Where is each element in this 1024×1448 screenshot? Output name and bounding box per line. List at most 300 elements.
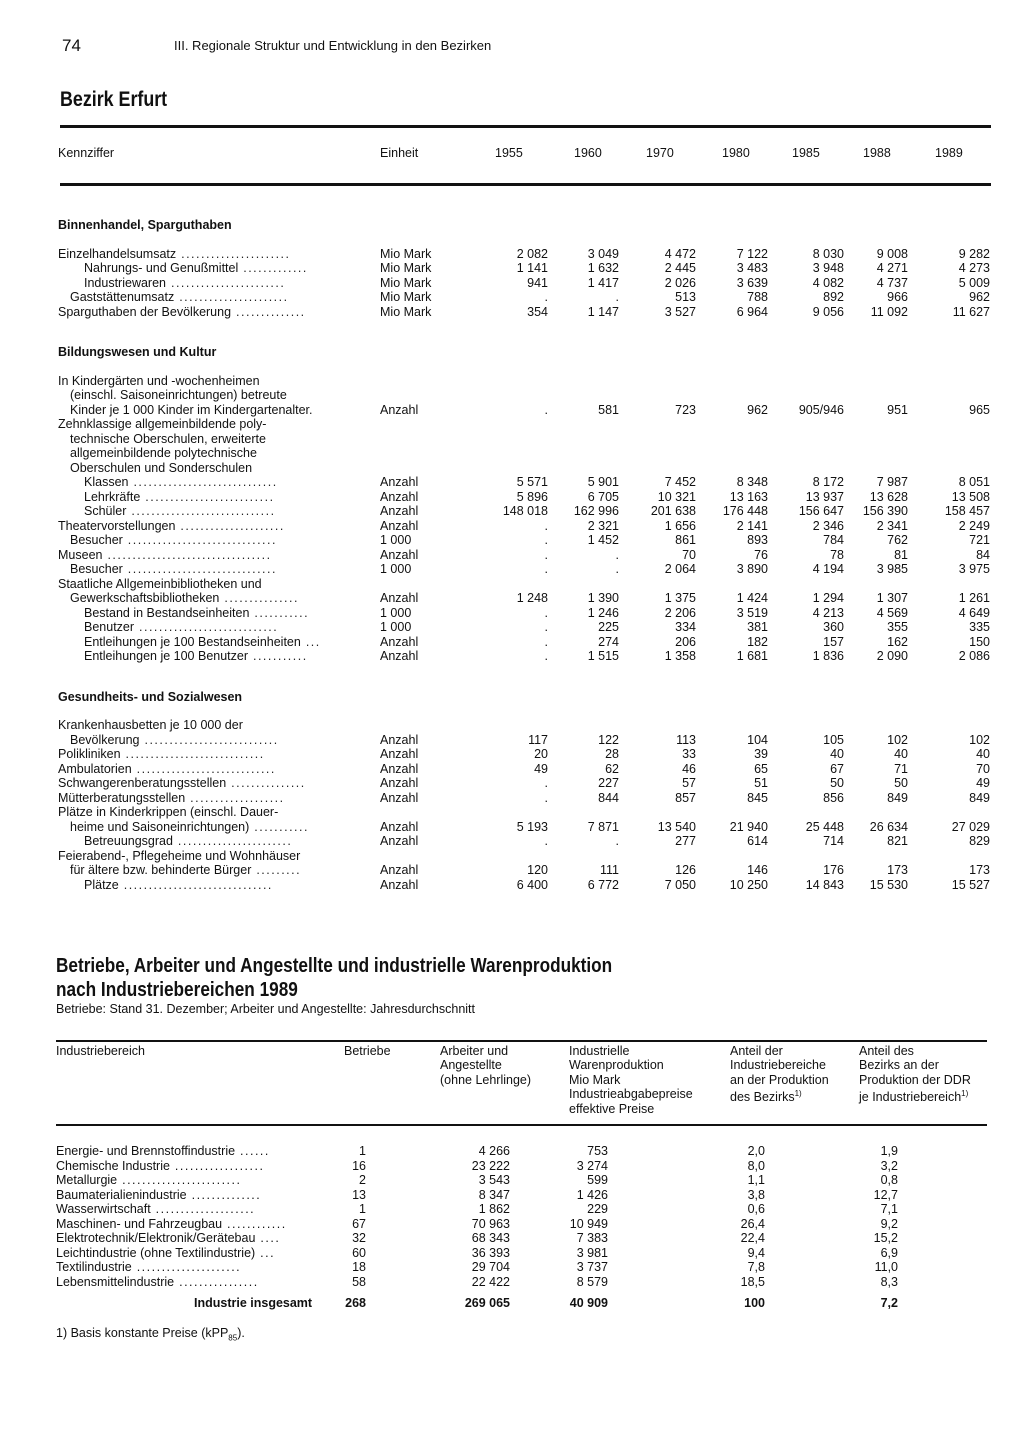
row-arbeiter: 68 343 — [471, 1231, 510, 1245]
row-value: 857 — [675, 790, 696, 805]
row-unit: Anzahl — [380, 547, 419, 562]
leader-dots: ............................ — [120, 747, 265, 761]
row-label — [70, 446, 257, 461]
row-value: 821 — [887, 834, 908, 848]
row-value: 146 — [747, 863, 768, 877]
table-row — [58, 548, 990, 563]
leader-dots: ...... — [235, 1144, 270, 1158]
row-value: 1 424 — [736, 591, 768, 605]
row-value: 829 — [969, 834, 990, 848]
row-label-text: Kinder je 1 000 Kinder im Kindergartenalter. — [70, 402, 313, 417]
table2-subtitle: Betriebe: Stand 31. Dezember; Arbeiter und Angestellte: Jahresdurchschnitt — [56, 1002, 475, 1016]
row-value: 844 — [598, 790, 619, 805]
row-label-text: Besucher — [70, 562, 123, 576]
leader-dots: ........... — [248, 649, 308, 663]
table-row — [56, 1202, 988, 1217]
row-label-text: Polikliniken — [58, 747, 121, 761]
row-betriebe: 13 — [352, 1187, 366, 1202]
row-unit: Anzahl — [380, 819, 419, 834]
leader-dots: ............................ — [131, 761, 276, 776]
row-value: 9 282 — [958, 246, 990, 261]
leader-dots: ............... — [219, 591, 299, 605]
row-value: 3 049 — [587, 246, 619, 261]
row-label — [84, 606, 309, 621]
row-value: 67 — [830, 761, 844, 776]
row-anteil-ddr: 0,8 — [880, 1173, 898, 1187]
row-arbeiter: 70 963 — [471, 1216, 510, 1231]
row-betriebe: 1 — [359, 1202, 366, 1216]
row-value: 1 417 — [587, 275, 619, 290]
row-value: 1 248 — [516, 591, 548, 605]
leader-dots: ... — [300, 634, 321, 649]
table-row — [58, 562, 990, 577]
row-label-text: Bestand in Bestandseinheiten — [84, 605, 250, 620]
row-value: 3 975 — [958, 562, 990, 576]
column-header-produktion-line: Mio Mark — [569, 1072, 621, 1087]
row-value: 25 448 — [805, 819, 844, 834]
leader-dots: .............................. — [122, 533, 277, 547]
row-value: 8 030 — [812, 246, 844, 261]
row-value: 2 341 — [876, 518, 908, 533]
row-label — [84, 834, 292, 849]
row-value: 2 206 — [664, 605, 696, 620]
leader-dots: .................. — [169, 1158, 265, 1173]
table2 — [56, 1044, 988, 1311]
column-header-anteil-bezirk-line-wrap — [730, 1087, 829, 1105]
row-name-text: Energie- und Brennstoffindustrie — [56, 1144, 236, 1158]
row-arbeiter: 23 222 — [471, 1158, 510, 1173]
column-header-arbeiter-line: (ohne Lehrlinge) — [440, 1072, 532, 1087]
table-row — [58, 878, 990, 893]
table-row — [58, 820, 990, 835]
row-produktion: 3 981 — [576, 1245, 608, 1260]
row-name-text: Wasserwirtschaft — [56, 1202, 151, 1216]
row-betriebe: 60 — [352, 1245, 366, 1260]
row-value: 70 — [682, 547, 696, 562]
row-value: 1 632 — [587, 261, 619, 275]
row-value: 3 527 — [664, 304, 696, 319]
row-anteil-bezirk: 18,5 — [740, 1274, 765, 1289]
row-unit: 1 000 — [380, 533, 412, 547]
row-value: 4 194 — [812, 562, 844, 576]
leader-dots: .............................. — [122, 562, 277, 576]
row-label-text: Betreuungsgrad — [84, 834, 173, 848]
row-value: 861 — [675, 533, 696, 547]
row-value: 893 — [747, 533, 768, 547]
row-value: 7 871 — [587, 819, 619, 834]
row-name — [56, 1173, 241, 1188]
row-label-text: Lehrkräfte — [84, 489, 141, 504]
row-label-text: Gaststättenumsatz — [70, 290, 175, 304]
row-value: 845 — [747, 790, 768, 805]
row-label — [70, 733, 279, 748]
row-value: 148 018 — [502, 504, 548, 518]
table-row — [56, 1217, 988, 1232]
column-header-arbeiter-line: Arbeiter und — [440, 1044, 509, 1058]
row-label — [58, 519, 285, 534]
row-label — [58, 548, 272, 563]
table-row — [58, 591, 990, 606]
column-header-anteil-ddr-line: Bezirks an der — [859, 1058, 939, 1073]
row-value: 1 390 — [587, 591, 619, 605]
row-value: 2 346 — [812, 518, 844, 533]
row-name — [56, 1231, 280, 1246]
row-value: 206 — [675, 634, 696, 649]
row-value: 335 — [969, 620, 990, 634]
row-value: 50 — [894, 776, 908, 790]
column-header-arbeiter-line: Angestellte — [440, 1058, 502, 1073]
row-value: . — [615, 834, 619, 848]
table-row — [58, 606, 990, 621]
row-name-text: Industrie insgesamt — [194, 1296, 313, 1310]
column-header-produktion-line: effektive Preise — [569, 1101, 655, 1116]
row-value: 111 — [599, 863, 619, 877]
row-value: 1 358 — [664, 649, 696, 663]
row-label — [70, 290, 289, 305]
table-row — [58, 718, 990, 733]
row-label-text: Schüler — [84, 504, 127, 518]
column-header-anteil-bezirk-line: Anteil der — [730, 1044, 783, 1058]
row-value: 102 — [969, 732, 990, 747]
row-label — [84, 878, 273, 893]
row-anteil-bezirk: 7,8 — [747, 1260, 765, 1274]
row-label-text: Industriewaren — [84, 275, 166, 290]
column-header-anteil-bezirk-line: Industriebereiche — [730, 1058, 826, 1073]
row-value: 46 — [682, 761, 696, 776]
row-value: 274 — [598, 634, 619, 649]
row-anteil-ddr: 15,2 — [873, 1231, 898, 1245]
row-produktion: 1 426 — [576, 1187, 608, 1202]
row-anteil-ddr: 1,9 — [880, 1144, 898, 1158]
column-header-arbeiter — [440, 1044, 531, 1087]
column-header-anteil-ddr-line: Produktion der DDR — [859, 1072, 971, 1087]
column-header-year: 1985 — [792, 146, 820, 160]
row-value: 7 050 — [664, 877, 696, 892]
row-value: . — [544, 790, 548, 805]
table2-title-line2: nach Industriebereichen 1989 — [56, 979, 298, 1001]
row-produktion: 3 737 — [576, 1260, 608, 1274]
footnote-mark: 1) — [794, 1089, 802, 1099]
table-row — [58, 519, 990, 534]
row-label-text: Krankenhausbetten je 10 000 der — [58, 718, 243, 732]
row-name-text: Textilindustrie — [56, 1260, 132, 1274]
row-value: 381 — [747, 620, 768, 634]
row-arbeiter: 22 422 — [471, 1274, 510, 1289]
row-value: 13 628 — [869, 489, 908, 504]
table-row — [58, 247, 990, 262]
table2-top-rule — [56, 1040, 987, 1042]
row-label-text: Einzelhandelsumsatz — [58, 246, 177, 261]
row-value: 1 307 — [876, 591, 908, 605]
row-value: 849 — [969, 790, 990, 805]
table-row — [58, 733, 990, 748]
row-value: 10 250 — [729, 877, 768, 892]
row-value: 6 705 — [587, 489, 619, 504]
row-value: 225 — [598, 620, 619, 634]
column-header-year: 1955 — [495, 146, 523, 160]
row-value: . — [544, 562, 548, 576]
row-value: 2 086 — [958, 649, 990, 663]
row-value: 334 — [675, 620, 696, 634]
table1-body — [58, 218, 990, 892]
row-name — [56, 1246, 275, 1261]
row-arbeiter: 4 266 — [478, 1144, 510, 1158]
row-anteil-bezirk: 100 — [744, 1296, 765, 1310]
leader-dots: ..................... — [131, 1260, 242, 1274]
row-value: 5 571 — [516, 475, 548, 489]
row-anteil-ddr: 7,2 — [880, 1296, 898, 1310]
row-anteil-ddr: 9,2 — [880, 1216, 898, 1231]
row-value: . — [615, 547, 619, 562]
table-row — [56, 1275, 988, 1290]
row-unit: 1 000 — [380, 562, 412, 576]
row-betriebe: 67 — [352, 1216, 366, 1231]
row-label-text: Nahrungs- und Genußmittel — [84, 261, 239, 275]
row-value: 122 — [598, 732, 619, 747]
row-arbeiter: 1 862 — [478, 1202, 510, 1216]
row-value: 3 985 — [876, 562, 908, 576]
row-value: 13 937 — [805, 489, 844, 504]
row-value: 176 448 — [722, 504, 768, 518]
column-header-produktion — [569, 1044, 693, 1116]
row-unit: Anzahl — [380, 877, 419, 892]
row-value: 70 — [976, 761, 990, 776]
table-row — [56, 1159, 988, 1174]
table-row — [58, 276, 990, 291]
table-row — [58, 863, 990, 878]
row-label-text: In Kindergärten und -wochenheimen — [58, 373, 260, 388]
column-header-year: 1980 — [722, 146, 750, 160]
row-value: 5 193 — [516, 819, 548, 834]
row-betriebe: 18 — [352, 1260, 366, 1274]
row-produktion: 3 274 — [576, 1158, 608, 1173]
row-produktion: 8 579 — [576, 1274, 608, 1289]
row-unit: Anzahl — [380, 489, 419, 504]
table-row — [58, 620, 990, 635]
row-value: 714 — [823, 834, 844, 848]
table-row — [58, 475, 990, 490]
row-label — [70, 403, 313, 418]
row-label-text: heime und Saisoneinrichtungen) — [70, 819, 250, 834]
row-value: 1 452 — [587, 533, 619, 547]
leader-dots: ............................. — [128, 475, 278, 489]
row-value: 13 508 — [951, 489, 990, 504]
column-header-produktion-line: Warenproduktion — [569, 1058, 664, 1073]
row-arbeiter: 3 543 — [478, 1173, 510, 1187]
row-value: 849 — [887, 790, 908, 805]
row-label — [70, 820, 309, 835]
row-unit: Anzahl — [380, 747, 419, 761]
row-value: 81 — [894, 547, 908, 562]
table-row — [58, 762, 990, 777]
table-row — [58, 649, 990, 664]
row-value: 102 — [887, 732, 908, 747]
row-label — [70, 591, 299, 606]
row-name-text: Maschinen- und Fahrzeugbau — [56, 1216, 223, 1231]
row-unit: Anzahl — [380, 776, 419, 790]
row-value: 13 163 — [729, 489, 768, 504]
table-row — [58, 504, 990, 519]
row-value: 14 843 — [805, 877, 844, 892]
row-value: 951 — [887, 402, 908, 417]
row-produktion: 229 — [587, 1202, 608, 1216]
row-name — [56, 1260, 241, 1275]
row-value: 4 271 — [876, 261, 908, 275]
row-unit: Anzahl — [380, 634, 419, 649]
section-heading: Bildungswesen und Kultur — [58, 345, 217, 359]
table-row — [58, 577, 990, 592]
row-value: 1 656 — [664, 518, 696, 533]
row-label-text: Entleihungen je 100 Bestandseinheiten — [84, 634, 301, 649]
row-value: 277 — [675, 834, 696, 848]
row-label-text: für ältere bzw. behinderte Bürger — [70, 863, 252, 877]
table1 — [58, 146, 990, 892]
row-label — [58, 577, 262, 592]
table-row — [58, 791, 990, 806]
row-anteil-bezirk: 8,0 — [747, 1158, 765, 1173]
row-label — [70, 533, 277, 548]
row-value: 104 — [747, 732, 768, 747]
row-value: 182 — [747, 634, 768, 649]
row-name-text: Chemische Industrie — [56, 1158, 170, 1173]
row-name-text: Leichtindustrie (ohne Textilindustrie) — [56, 1245, 256, 1260]
row-value: 162 — [887, 634, 908, 649]
row-value: . — [544, 620, 548, 634]
row-label — [84, 649, 308, 664]
row-value: 173 — [887, 863, 908, 877]
leader-dots: ..................... — [175, 518, 285, 533]
table-row — [56, 1173, 988, 1188]
row-value: 723 — [675, 402, 696, 417]
row-betriebe: 2 — [359, 1173, 366, 1187]
row-name — [56, 1202, 255, 1217]
row-anteil-bezirk: 0,6 — [747, 1202, 765, 1216]
row-value: 2 026 — [664, 275, 696, 290]
footnote — [56, 1326, 245, 1343]
row-unit: Mio Mark — [380, 261, 432, 275]
row-value: 962 — [969, 290, 990, 304]
row-label-text: Sparguthaben der Bevölkerung — [58, 304, 232, 319]
row-value: 176 — [823, 863, 844, 877]
row-value: 71 — [894, 761, 908, 776]
leader-dots: ...................... — [174, 290, 289, 304]
footnote-mark: 1) — [961, 1089, 969, 1099]
row-label — [84, 635, 321, 650]
row-anteil-bezirk: 22,4 — [740, 1231, 765, 1245]
column-header-year: 1988 — [863, 146, 891, 160]
row-label-text: Ambulatorien — [58, 761, 132, 776]
table-row — [58, 432, 990, 447]
row-value: 11 092 — [870, 304, 908, 319]
table-row — [56, 1188, 988, 1203]
row-unit: Anzahl — [380, 402, 419, 417]
row-value: 962 — [747, 402, 768, 417]
row-value: 173 — [969, 863, 990, 877]
section-heading: Gesundheits- und Sozialwesen — [58, 689, 243, 704]
leader-dots: ........... — [249, 819, 309, 834]
row-label-text: Benutzer — [84, 620, 135, 634]
table-row — [58, 461, 990, 476]
leader-dots: ............ — [222, 1216, 287, 1231]
row-unit: Anzahl — [380, 591, 419, 605]
row-anteil-bezirk: 1,1 — [747, 1173, 765, 1187]
table1-header — [58, 146, 990, 162]
row-name — [56, 1159, 264, 1174]
column-header-year: 1960 — [574, 146, 602, 160]
row-value: 360 — [823, 620, 844, 634]
row-value: 156 647 — [798, 504, 844, 518]
row-value: 6 400 — [516, 877, 548, 892]
row-label-text: Feierabend-, Pflegeheime und Wohnhäuser — [58, 848, 301, 863]
table-row — [58, 305, 990, 320]
table-row — [58, 834, 990, 849]
row-value: 581 — [598, 402, 619, 417]
row-anteil-ddr: 6,9 — [880, 1245, 898, 1260]
row-betriebe: 32 — [352, 1231, 366, 1245]
row-value: 201 638 — [650, 504, 696, 518]
row-label-text: (einschl. Saisoneinrichtungen) betreute — [70, 388, 287, 402]
row-value: 158 457 — [944, 504, 990, 518]
leader-dots: ........................... — [139, 732, 279, 747]
row-value: 1 261 — [958, 591, 990, 605]
row-value: 2 445 — [664, 261, 696, 275]
leader-dots: .......................... — [140, 489, 275, 504]
row-label — [84, 261, 308, 276]
row-value: 4 737 — [876, 275, 908, 290]
row-value: 7 122 — [736, 246, 768, 261]
leader-dots: ......... — [251, 863, 302, 877]
table2-header — [56, 1044, 988, 1122]
column-header-produktion-line: Industrielle — [569, 1044, 630, 1058]
table-row — [58, 490, 990, 505]
section-heading: Binnenhandel, Sparguthaben — [58, 218, 232, 232]
row-unit: Anzahl — [380, 761, 419, 776]
row-value: . — [544, 533, 548, 547]
row-value: 9 056 — [812, 304, 844, 319]
row-label — [58, 718, 243, 733]
table-row — [58, 261, 990, 276]
row-betriebe: 58 — [352, 1274, 366, 1289]
row-value: 33 — [682, 747, 696, 761]
row-anteil-bezirk: 9,4 — [747, 1245, 765, 1260]
row-name — [194, 1296, 312, 1311]
row-value: . — [544, 776, 548, 790]
row-label — [70, 388, 287, 403]
page-number: 74 — [62, 36, 81, 55]
row-value: 9 008 — [876, 246, 908, 261]
row-value: 966 — [887, 290, 908, 304]
table-row — [56, 1144, 988, 1159]
row-anteil-ddr: 11,0 — [874, 1260, 898, 1274]
row-label — [58, 849, 300, 864]
row-label — [58, 417, 266, 432]
column-header-betriebe: Betriebe — [344, 1044, 391, 1058]
row-value: 49 — [976, 776, 990, 790]
row-value: 15 527 — [951, 877, 990, 892]
row-value: 721 — [969, 533, 990, 547]
column-header-anteil-bezirk-line-text: des Bezirks — [730, 1090, 795, 1105]
row-label-text: Oberschulen und Sonderschulen — [70, 460, 253, 475]
column-header-anteil-ddr-line-wrap — [859, 1087, 971, 1105]
row-label — [84, 620, 278, 635]
row-value: 76 — [754, 547, 768, 562]
row-value: 28 — [605, 747, 619, 761]
row-label — [58, 762, 276, 777]
row-value: 965 — [969, 402, 990, 417]
row-produktion: 40 909 — [569, 1296, 608, 1310]
row-value: 4 213 — [812, 605, 844, 620]
leader-dots: ................................. — [102, 547, 272, 562]
